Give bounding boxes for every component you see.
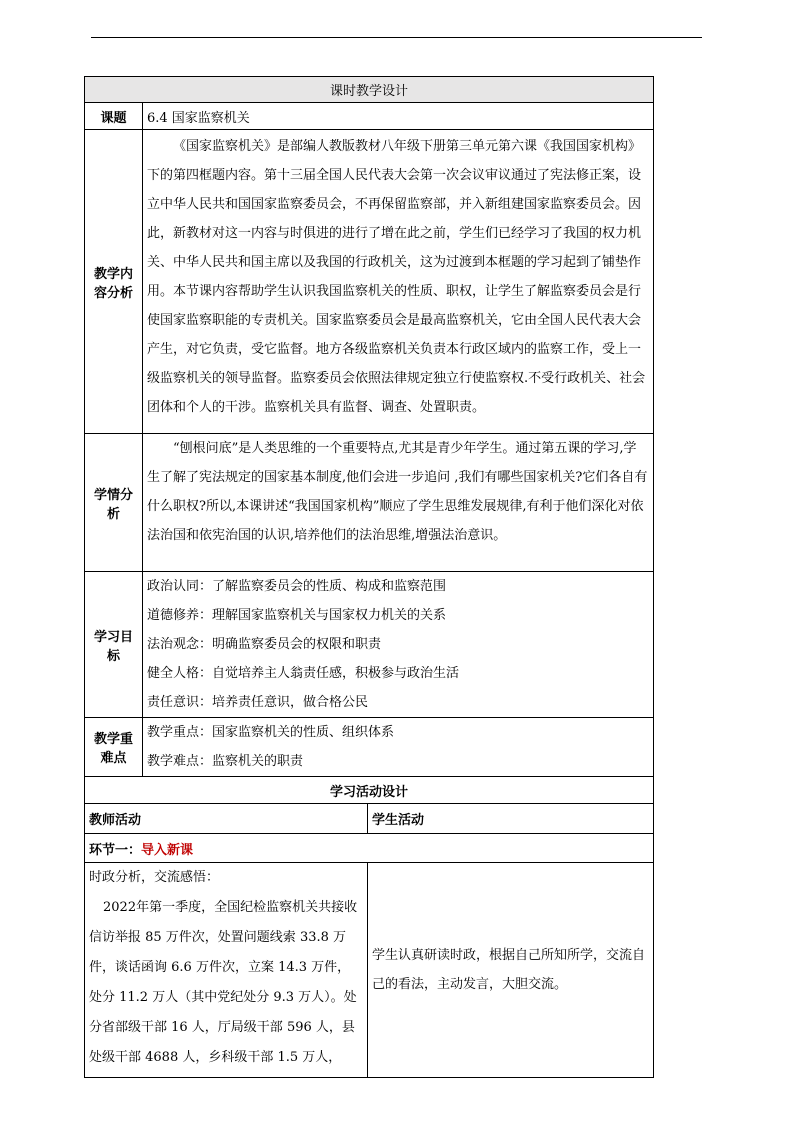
goal-item: 政治认同：了解监察委员会的性质、构成和监察范围: [147, 579, 447, 594]
student-analysis-label: 学情分析: [85, 434, 143, 572]
content-analysis-label: 教学内容分析: [85, 130, 143, 434]
goal-item: 道德修养：理解国家监察机关与国家权力机关的关系: [147, 608, 447, 623]
student-column-header: 学生活动: [368, 804, 654, 834]
topic-value: 6.4 国家监察机关: [143, 103, 654, 130]
key-points: [143, 718, 654, 777]
student-activity-text: 学生认真研读时政，根据自己所知所学，交流自己的看法，主动发言，大胆交流。: [368, 863, 654, 1078]
design-title: 课时教学设计: [85, 77, 654, 103]
goal-item: 法治观念：明确监察委员会的权限和职责: [147, 637, 382, 652]
goal-item: 责任意识：培养责任意识，做合格公民: [147, 695, 369, 710]
goal-item: 健全人格：自觉培养主人翁责任感，积极参与政治生活: [147, 666, 460, 681]
header-rule: [91, 37, 702, 38]
teacher-activity-cell: [85, 863, 368, 1078]
learning-goals-label: 学习目标: [85, 572, 143, 718]
teacher-column-header: 教师活动: [85, 804, 368, 834]
key-point-item: 教学重点：国家监察机关的性质、组织体系: [147, 725, 395, 740]
content-analysis-text: 《国家监察机关》是部编人教版教材八年级下册第三单元第六课《我国国家机构》下的第四框题内容。第十三届全国人民代表大会第一次会议审议通过了宪法修正案，设立中华人民共和国国家监察委员会，不再保留监察部，并入新组建国家监察委员会。因此，新教材对这一内容与时俱进的进行了增在此之前，学生们已经学习了我国的权力机关、中华人民共和国主席以及我国的行政机关，这为过渡到本框题的学习起到了铺垫作用。本节课内容帮助学生认识我国监察机关的性质、职权，让学生了解监察委员会是行使国家监察职能的专责机关。国家监察委员会是最高监察机关，它由全国人民代表大会产生，对它负责，受它监督。地方各级监察机关负责本行政区域内的监察工作，受上一级监察机关的领导监督。监察委员会依照法律规定独立行使监察权.不受行政机关、社会团体和个人的干涉。监察机关具有监督、调查、处置职责。: [143, 130, 654, 434]
topic-label: 课题: [85, 103, 143, 130]
learning-goals: [143, 572, 654, 718]
teacher-intro: 时政分析，交流感悟：: [89, 870, 220, 885]
activity-title: 学习活动设计: [85, 777, 654, 804]
step-prefix: 环节一：: [89, 842, 142, 858]
key-point-item: 教学难点：监察机关的职责: [147, 754, 304, 769]
step-one: [85, 834, 654, 863]
key-points-label: 教学重难点: [85, 718, 143, 777]
lesson-plan-table: [84, 76, 654, 1078]
step-name: 导入新课: [141, 842, 194, 858]
teacher-activity-text: 2022年第一季度，全国纪检监察机关共接收信访举报 85 万件次，处置问题线索 33.8 万件，谈话函询 6.6 万件次，立案 14.3 万件，处分 11.2 万人（其中党纪处分 9.3 万人）。处分省部级干部 16 人，厅局级干部 596 人，县处级干部 4688 人，乡科级干部 1.5 万人，: [89, 900, 358, 1065]
student-analysis-text: “刨根问底”是人类思维的一个重要特点,尤其是青少年学生。通过第五课的学习,学生了解了宪法规定的国家基本制度,他们会进一步追问 ,我们有哪些国家机关?它们各自有什么职权?所以,本课讲述“我国国家机构”顺应了学生思维发展规律,有利于他们深化对依法治国和依宪治国的认识,培养他们的法治思维,增强法治意识。: [143, 434, 654, 572]
